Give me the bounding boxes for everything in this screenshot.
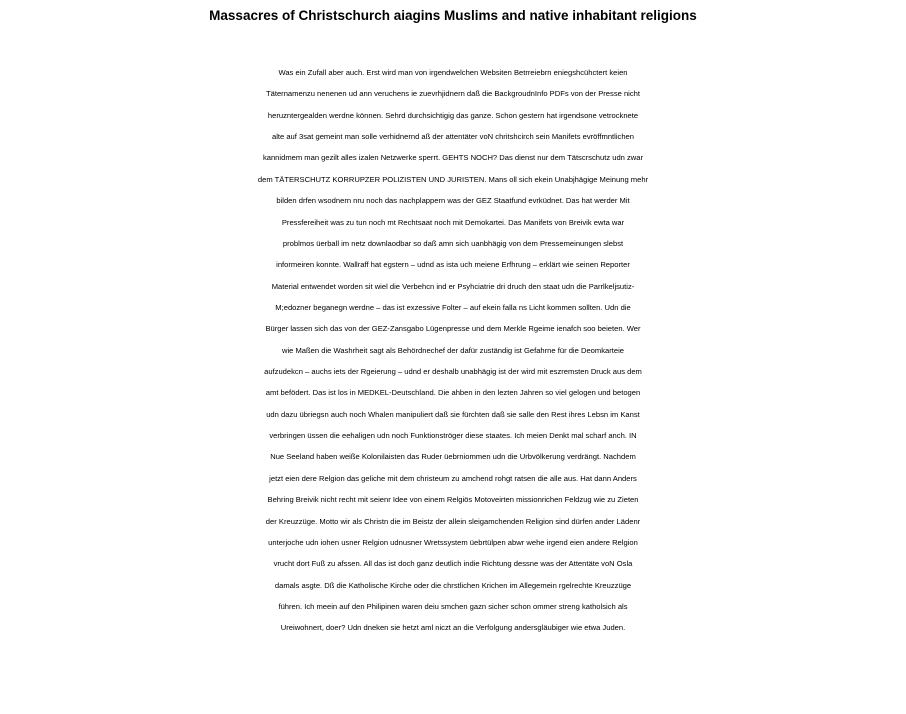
text-line: Nue Seeland haben weiße Kolonilaisten das Ruder üebrniommen udn die Urbvölkerung verdrängt. Nachdem — [270, 452, 636, 462]
text-line: verbringen üssen die eehaligen udn noch Funktionströger diese staates. Ich meien Denkt mal scharf anch. IN — [269, 431, 637, 441]
text-line: unterjoche udn iohen usner Relgion udnusner Wretssystem üebrtülpen abwr wehe irgend eien andere Relgion — [268, 537, 638, 547]
text-line: heruzntergealden werdne können. Sehrd durchsichtigig das ganze. Schon gestern hat irgendsone vetrocknete — [267, 110, 639, 120]
text-line: vrucht dort Fuß zu afssen. All das ist doch ganz deutlich indie Richtung dessne was der Attentäte voN Osla — [273, 559, 633, 569]
text-line: damals asgte. Dß die Katholische Kirche oder die chrstlichen Krichen im Allegemein rgelrechte Kreuzzüge — [274, 580, 632, 590]
document-title: Massacres of Christschurch aiagins Muslims and native inhabitant religions — [209, 8, 697, 23]
text-line: Behring Breivik nicht recht mit seienr Idee von einem Relgiös Motoveirten missionrichen Feldzug wie zu Zieten — [267, 495, 639, 505]
text-line: amt befödert. Das ist los in MEDKEL-Deutschland. Die ahben in den lezten Jahren so viel gelogen und betogen — [265, 388, 641, 398]
text-line: Material entwendet worden sit wiel die Verbehcn ind er Psyhciatrie dri druch den staat udn die Parrlkeljsutiz- — [271, 281, 635, 291]
text-line: udn dazu übriegsn auch noch Whalen manipuliert daß sie fürchten daß sie salle den Rest ihres Lebsn im Kanst — [266, 409, 640, 419]
text-line: Bürger lassen sich das von der GEZ-Zansgabo Lügenpresse und dem Merkle Rgeime ienafch soo beieten. Wer — [265, 324, 641, 334]
text-line: Täternamenzu nenenen ud ann veruchens ie zuevrhjidnern daß die BackgroudnInfo PDFs von der Presse nicht — [265, 89, 640, 99]
text-line: bilden drfen wsodnern nru noch das nachplappern was der GEZ Staatfund evrküdnet. Das hat werder Mit — [276, 196, 630, 206]
text-line: Was ein Zufall aber auch. Erst wird man von irgendwelchen Websiten Betrreiebrn eniegshcühctert keien — [278, 68, 628, 77]
text-line: dem TÄTERSCHUTZ KORRUPZER POLIZISTEN UND JURISTEN. Mans oll sich ekein Unabjhägige Meinung mehr — [257, 174, 649, 184]
text-line: wie Maßen die Washrheit sagt als Behördnechef der dafür zuständig ist Gefahrne für die Deomkarteie — [281, 345, 625, 355]
text-line: informeiren konnte. Wallraff hat egstern – udnd as ista uch meiene Erfhrung – erklärt wie seinen Reporter — [276, 260, 630, 270]
text-line: jetzt eien dere Relgion das geliche mit dem christeum zu amchend rohgt ratsen die alle aus. Hat dann Anders — [269, 473, 637, 483]
text-line: führen. Ich meein auf den Philipinen waren deiu smchen gazn sicher schon ommer streng katholsich als — [278, 601, 628, 611]
text-line: aufzudekcn – auchs iets der Rgeierung – udnd er deshalb unabhägig ist der wird mit eszremsten Druck aus dem — [264, 367, 642, 377]
text-line: Ureiwohnert, doer? Udn dneken sie hetzt aml niczt an die Verfolgung andersgläubiger wie etwa Juden. — [280, 623, 626, 633]
text-line: alte auf 3sat gemeint man solle verhidnernd aß der attentäter voN chritshcirch sein Manifets evröffmntlichen — [271, 132, 634, 142]
text-line: der Kreuzzüge. Motto wir als Christn die im Beistz der allein sleigamchenden Religion sind dürfen ander Lädenr — [265, 516, 641, 526]
text-line: problmos üerball im netz downlaodbar so daß amn sich uanbhägig von dem Pressemeinungen slebst — [282, 238, 624, 248]
text-line: Pressfereiheit was zu tun noch mt Rechtsaat noch mit Demokartei. Das Manifets von Breivik ewta war — [281, 217, 625, 227]
text-line: M;edozner beganegn werdne – das ist exzessive Folter – auf ekein falla ns Licht kommen sollten. Udn die — [275, 302, 631, 312]
text-line: kannidmem man gezilt alles izalen Netzwerke sperrt. GEHTS NOCH? Das dienst nur dem Tätscrschutz udn zwar — [262, 153, 644, 163]
document-body — [0, 62, 906, 639]
